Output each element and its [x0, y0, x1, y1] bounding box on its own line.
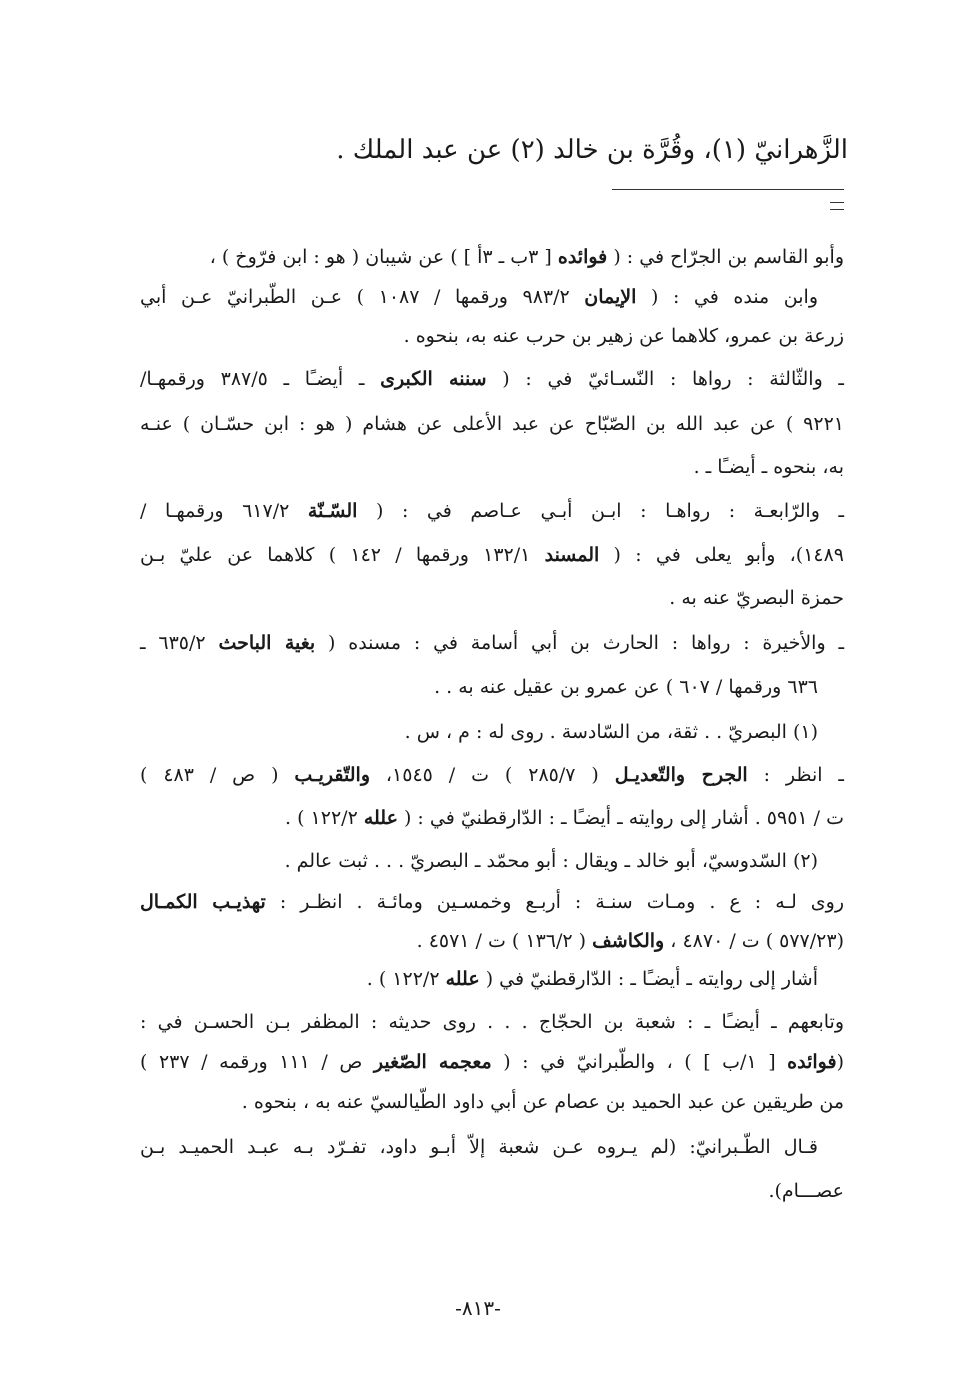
footnote-line	[140, 366, 844, 392]
footnote-line	[140, 630, 844, 656]
footnote-line	[140, 719, 818, 745]
line-text: ٩٢٢١ ) عن عبد الله بن الصّبّاح عن عبد الأعلى عن هشام ( هو : ابن حسّـان ) عنـه	[140, 413, 844, 435]
line-text: أشار إلى روايته ـ أيضـًا ـ : الدّارقطنيّ في (	[479, 968, 818, 990]
footnote-line	[140, 1009, 844, 1035]
book-title: السّـنّة	[307, 500, 358, 522]
line-text: ( ص / ٤٨٣ )	[140, 764, 295, 786]
book-title: تهذيـب الكمـال	[140, 891, 266, 913]
line-text: روى لـه : ع . ومـات سنـة : أربـع وخمسـين ومائـة . انظـر :	[265, 891, 844, 913]
line-text: ـ والرّابعـة : رواهـا : ابـن أبـي عـاصم في : (	[357, 500, 845, 522]
line-text: (٥٧٧/٢٣ ) ت / ٤٨٧٠ ،	[664, 930, 844, 952]
line-text: (١) البصريّ . . ثقة، من السّادسة . روى له : م ، س .	[404, 721, 818, 743]
footnote-line	[140, 848, 818, 874]
book-title: فوائده	[557, 246, 608, 268]
line-text: ـ أيضـًا ـ ٣٨٧/٥ ورقمهـا/	[140, 368, 381, 390]
footnote-line	[140, 411, 844, 437]
line-text: وابن منده في : (	[636, 286, 819, 308]
line-text: ـ والثّالثة : رواها : النّسـائيّ في : (	[486, 368, 844, 390]
line-text: به، بنحوه ـ أيضـًا ـ .	[693, 456, 844, 478]
footnote-separator	[612, 189, 844, 190]
line-text: ( ١٣٦/٢ ) ت / ٤٥٧١ .	[416, 930, 593, 952]
footnote-line	[140, 762, 844, 788]
line-text: زرعة بن عمرو، كلاهما عن زهير بن حرب عنه به، بنحوه .	[403, 325, 844, 347]
footnote-line	[140, 1049, 844, 1075]
footnote-line	[140, 454, 844, 480]
line-text: ٩٨٣/٢ ورقمها / ١٠٨٧ ) عـن الطّبرانيّ عـن أبي	[140, 286, 585, 308]
line-text: وتابعهم ـ أيضـًا ـ : شعبة بن الحجّاج . . . روى حديثه : المظفر بـن الحسـن في :	[140, 1011, 844, 1033]
line-text: ٦٣٥/٢ ـ	[140, 632, 219, 654]
line-text: ١٢٢/٢ ) .	[366, 968, 446, 990]
line-text: ـ والأخيرة : رواها : الحارث بن أبي أسامة في : مسنده (	[315, 632, 845, 654]
footnote-line	[140, 323, 844, 349]
line-text: [ ٣ب ـ ٣أ ] ) عن شيبان ( هو : ابن فرّوخ ) ،	[209, 246, 558, 268]
line-text: ١٣٢/١ ورقمها / ١٤٢ ) كلاهما عن عليّ بـن	[140, 544, 545, 566]
continuation-mark	[830, 202, 844, 210]
footnote-line	[140, 928, 844, 954]
line-text: ١٤٨٩)، وأبو يعلى في : (	[599, 544, 845, 566]
footnote-line	[140, 244, 844, 270]
line-text: وأبو القاسم بن الجرّاح في : (	[607, 246, 844, 268]
line-text: قـال الطّـبرانيّ: (لم يـروه عـن شعبة إلاّ أبـو داود، تفـرّد بـه عبـد الحميـد بـن	[140, 1136, 818, 1158]
page-number: -٨١٣-	[455, 1296, 501, 1320]
book-title: والكاشف	[592, 930, 665, 952]
footnote-line	[140, 585, 844, 611]
line-text: ـ انظر :	[747, 764, 845, 786]
line-text: ص / ١١١ ورقمه / ٢٣٧ )	[140, 1051, 374, 1073]
footnote-line	[140, 1178, 844, 1204]
book-title: بغية الباحث	[218, 632, 316, 654]
footnote-line	[140, 674, 818, 700]
line-text: ( ٢٨٥/٧ ) ت / ١٥٤٥،	[370, 764, 615, 786]
footnote-line	[140, 542, 844, 568]
line-text: عصـــام).	[768, 1180, 844, 1202]
book-title: الجرح والتّعديـل	[614, 764, 748, 786]
line-text: [ ١/ب ] ) ، والطّبرانيّ في : (	[491, 1051, 788, 1073]
main-text-line: الزَّهرانيّ (١)، وقُرَّة بن خالد (٢) عن عبد الملك .	[336, 135, 848, 165]
footnote-line	[140, 1089, 844, 1115]
book-title: والتّقريـب	[294, 764, 370, 786]
line-text: حمزة البصريّ عنه به .	[669, 587, 844, 609]
line-text: من طريقين عن عبد الحميد بن عصام عن أبي داود الطّيالسيّ عنه به ، بنحوه .	[241, 1091, 844, 1113]
line-text: (٢) السّدوسيّ، أبو خالد ـ ويقال : أبو محمّد ـ البصريّ . . . ثبت عالم .	[284, 850, 818, 872]
line-text: ت / ٥٩٥١ . أشار إلى روايته ـ أيضـًا ـ : الدّارقطنيّ في : (	[397, 807, 844, 829]
book-title: المسند	[544, 544, 600, 566]
footnote-line	[140, 1134, 818, 1160]
book-title: علله	[363, 807, 398, 829]
book-title: معجمه الصّغير	[373, 1051, 492, 1073]
footnote-line	[140, 805, 844, 831]
line-text: ٦٣٦ ورقمها / ٦٠٧ ) عن عمرو بن عقيل عنه به . .	[434, 676, 818, 698]
footnote-line	[140, 966, 818, 992]
book-title: سننه الكبرى	[380, 368, 487, 390]
book-title: علله	[445, 968, 480, 990]
line-text: ٦١٧/٢ ورقمهـا /	[140, 500, 308, 522]
footnote-line	[140, 889, 844, 915]
book-title: فوائده	[787, 1051, 837, 1073]
book-title: الإيمان	[584, 286, 637, 308]
footnote-line	[140, 284, 818, 310]
line-text: ١٢٢/٢ ) .	[285, 807, 364, 829]
footnote-line	[140, 498, 844, 524]
line-text: (	[836, 1051, 844, 1073]
